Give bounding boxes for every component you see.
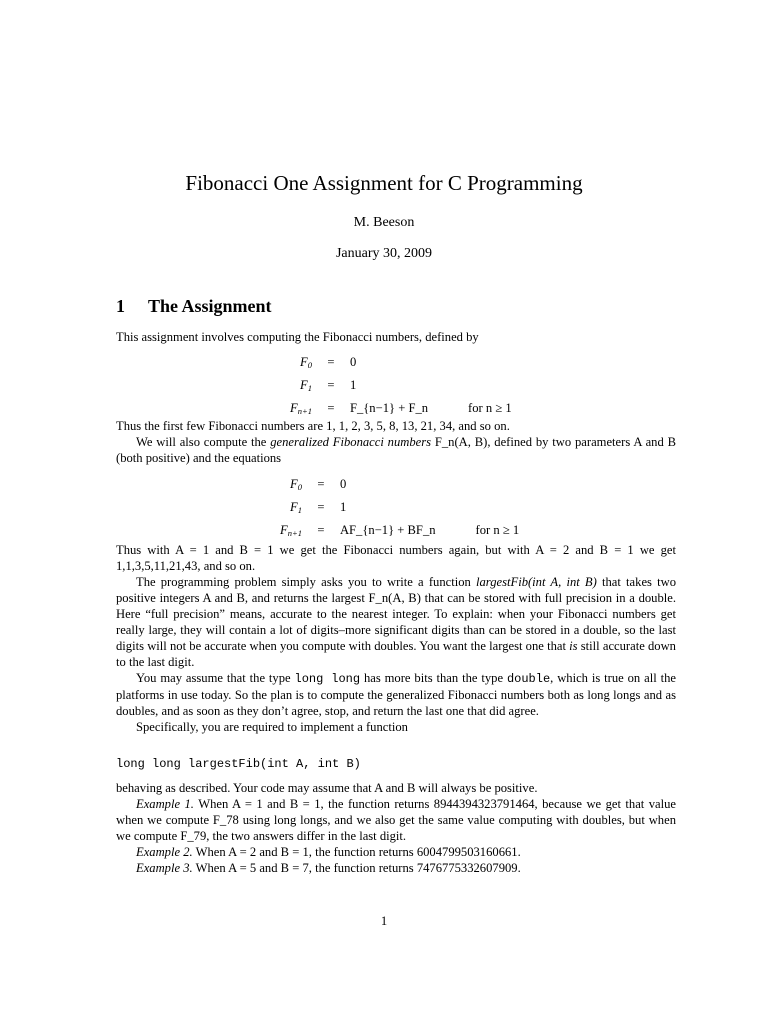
equation-block-generalized (280, 474, 519, 543)
intro-text: This assignment involves computing the Fibonacci numbers, defined by (116, 330, 479, 344)
generalized-pre: We will also compute the (136, 435, 271, 449)
paragraph-intro (116, 329, 676, 345)
eq1-rhs-1: 1 (349, 378, 357, 392)
paragraph-block-2 (116, 542, 676, 735)
page-number: 1 (380, 914, 388, 928)
eq1-lhs-1: F (300, 378, 308, 392)
first-few-text: Thus the first few Fibonacci numbers are 1, 1, 2, 3, 5, 8, 13, 21, 34, and so on. (116, 419, 510, 433)
assume-code2: double (506, 672, 551, 686)
eq2-lhs-sub-0: 0 (297, 482, 302, 492)
example-2 (116, 844, 676, 860)
eq1-op-1: = (327, 378, 335, 392)
specifically-text: Specifically, you are required to implement a function (136, 720, 408, 734)
section-title: The Assignment (148, 296, 272, 316)
generalized-text (116, 434, 676, 466)
equation-row (290, 375, 512, 398)
document-date: January 30, 2009 (335, 246, 433, 261)
eq2-op-0: = (317, 477, 325, 491)
eq1-lhs-sub-2: n+1 (297, 406, 312, 416)
document-title: Fibonacci One Assignment for C Programming (185, 171, 583, 195)
problem-em2: is (569, 639, 578, 653)
eq1-op-2: = (327, 401, 335, 415)
eq2-rhs-2: AF_{n−1} + BF_n (339, 523, 436, 537)
example-1-text: When A = 1 and B = 1, the function returns 8944394323791464, because we get that value when we compute F_78 using long longs, and we also get the same value computing with doubles, but when we compute F_79, the two answers differ in the last digit. (116, 797, 677, 843)
equation-row (280, 497, 519, 520)
generalized-post: F_n(A, B), defined by two parameters A and B (both positive) and the equations (116, 435, 676, 465)
eq1-rhs-0: 0 (349, 355, 357, 369)
eq1-rhs-2: F_{n−1} + F_n (349, 401, 429, 415)
example-3 (116, 860, 676, 876)
equation-table (280, 474, 519, 543)
eq2-op-1: = (317, 500, 325, 514)
eq2-cond-2: for n ≥ 1 (475, 523, 520, 537)
paragraph-block-1 (116, 418, 676, 466)
eq2-rhs-0: 0 (339, 477, 347, 491)
example-2-text: When A = 2 and B = 1, the function returns 6004799503160661. (195, 845, 521, 859)
eq2-lhs-0: F (290, 477, 298, 491)
eq1-lhs-0: F (300, 355, 308, 369)
eq1-lhs-2: F (290, 401, 298, 415)
paragraph-block-3 (116, 780, 676, 876)
eq2-lhs-2: F (280, 523, 288, 537)
document-author: M. Beeson (353, 215, 415, 230)
equation-block-fibonacci (290, 352, 512, 421)
problem-post: that takes two positive integers A and B, and returns the largest F_n(A, B) that can be stored with full precision in a double. Here “full precision” means, accurate to the nearest integer. To explain: when your Fibonacci numbers get really large, they will contain a lot of digits–more significant digits than can be stored in a double, so the last digits will not be accurate when you compute with doubles. You want the largest one that (116, 575, 676, 653)
example-2-label: Example 2. (136, 845, 193, 859)
eq1-lhs-sub-0: 0 (307, 360, 312, 370)
problem-em: largestFib(int A, int B) (475, 575, 597, 589)
example-3-text: When A = 5 and B = 7, the function returns 7476775332607909. (195, 861, 521, 875)
equation-table (290, 352, 512, 421)
equation-row (280, 474, 519, 497)
eq2-op-2: = (317, 523, 325, 537)
eq2-lhs-sub-1: 1 (297, 505, 302, 515)
generalized-em: generalized Fibonacci numbers (270, 435, 432, 449)
assume-post: , which is true on all the platforms in use today. So the plan is to compute the generalized Fibonacci numbers both as long longs and as doubles, and as soon as they don’t agree, stop, and return the last one that did agree. (116, 671, 676, 718)
behaving-text: behaving as described. Your code may assume that A and B will always be positive. (116, 781, 538, 795)
eq1-op-0: = (327, 355, 335, 369)
example-3-label: Example 3. (136, 861, 193, 875)
equation-row (290, 352, 512, 375)
section-heading (116, 294, 676, 318)
problem-pre: The programming problem simply asks you to write a function (136, 575, 476, 589)
assume-mid: has more bits than the type (360, 671, 507, 685)
code-signature: long long largestFib(int A, int B) (116, 757, 361, 771)
problem-text (116, 574, 676, 670)
section-number: 1 (116, 296, 125, 316)
eq1-lhs-sub-1: 1 (307, 383, 312, 393)
assume-pre: You may assume that the type (136, 671, 295, 685)
thus-text: Thus with A = 1 and B = 1 we get the Fibonacci numbers again, but with A = 2 and B = 1 we get 1,1,3,5,11,21,43, and so on. (116, 543, 676, 573)
eq2-rhs-1: 1 (339, 500, 347, 514)
problem-post2: still accurate down to the last digit. (116, 639, 676, 669)
eq2-lhs-1: F (290, 500, 298, 514)
eq1-cond-2: for n ≥ 1 (468, 401, 512, 415)
example-1-label: Example 1. (136, 797, 194, 811)
eq2-lhs-sub-2: n+1 (287, 528, 302, 538)
example-1 (116, 796, 676, 844)
equation-row (280, 520, 519, 543)
assume-text (116, 670, 676, 719)
assume-code1: long long (294, 672, 361, 686)
